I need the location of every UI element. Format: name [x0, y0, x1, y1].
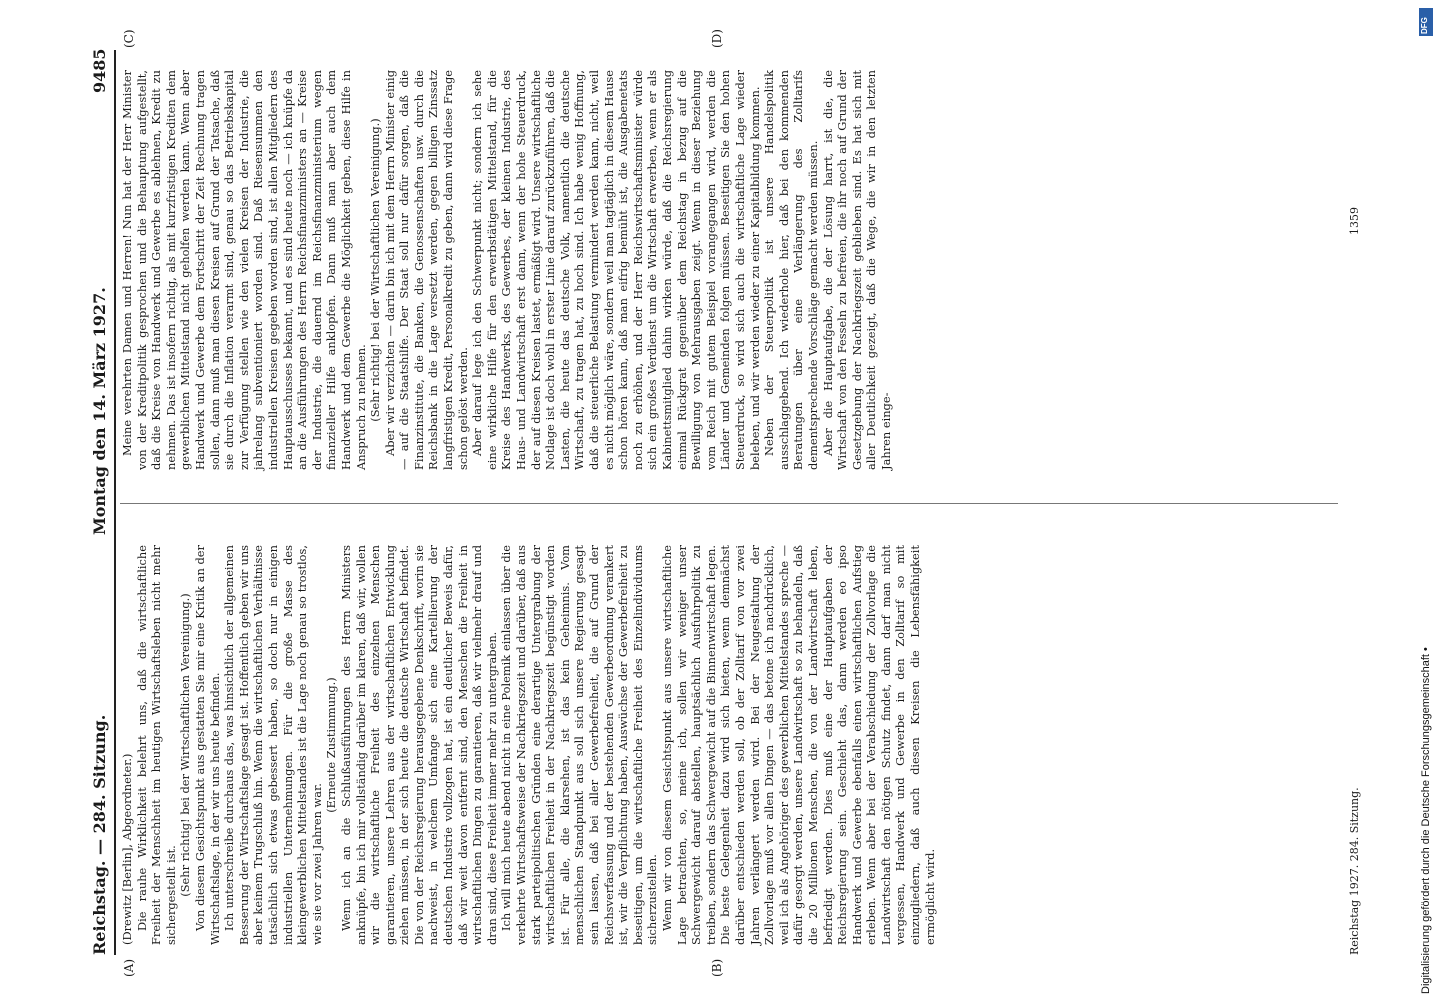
- dfg-logo: [1419, 8, 1433, 36]
- footer-session: Reichstag 1927. 284. Sitzung.: [1348, 787, 1361, 955]
- margin-mark-c: (C): [122, 29, 136, 48]
- header-date: Montag den 14. März 1927.: [90, 287, 109, 535]
- footer-page-number: 1359: [1348, 207, 1361, 235]
- header-page-number: 9485: [90, 48, 109, 93]
- header-session: Reichstag. — 284. Sitzung.: [90, 714, 109, 955]
- margin-mark-b: (B): [710, 958, 724, 977]
- paragraph: Wenn ich an die Schlußausführungen des Herrn Ministers anknüpfe, bin ich mir vollständig darüber im klaren, daß wir, wollen wir die wirtschaftliche Freiheit des einzelnen Menschen garantieren, unsere Lehren aus der wirtschaftlichen Entwicklung ziehen müssen, in der sich heute die deutsche Wirtschaft befindet. Die von der Reichsregierung herausgegebene Denkschrift, worin sie nachweist, in welchem Umfange sich eine Kartellierung der deutschen Industrie vollzogen hat, ist ein deutlicher Beweis dafür, daß wir weit davon entfernt sind, den Menschen die Freiheit in wirtschaftlichen Dingen zu garantieren, daß wir vielmehr drauf und dran sind, diese Freiheit immer mehr zu untergraben.: [338, 545, 499, 945]
- dfg-logo-text: DFG: [1420, 17, 1429, 34]
- page-header: [90, 50, 112, 955]
- paragraph: Aber die Hauptaufgabe, die der Lösung harrt, ist die, die Wirtschaft von den Fesseln zu befreien, die ihr noch auf Grund der Gesetzgebung der Nachkriegszeit geblieben sind. Es hat sich mit aller Deutlichkeit gezeigt, daß die Wege, die wir in den letzten Jahren einge-: [820, 70, 893, 470]
- paragraph: Meine verehrten Damen und Herren! Nun hat der Herr Minister von der Kreditpolitik gesprochen und die Behauptung aufgestellt, daß die Kreise von Handwerk und Gewerbe es ablehnen, Kredit zu nehmen. Das ist insofern richtig, als mit kurzfristigen Krediten dem gewerblichen Mittelstand nicht geholfen werden kann. Wenn aber Handwerk und Gewerbe dem Fortschritt der Zeit Rechnung tragen sollen, dann muß man diesen Kreisen auf Grund der Tatsache, daß sie durch die Inflation verarmt sind, genau so das Betriebskapital zur Verfügung stellen wie den vielen Kreisen der Industrie, die jahrelang subventioniert worden sind. Daß Riesensummen den industriellen Kreisen gegeben worden sind, ist allen Mitgliedern des Hauptausschusses bekannt, und es sind heute noch — ich knüpfe da an die Ausführungen des Herrn Reichsfinanzministers an — Kreise der Industrie, die dauernd im Reichsfinanzministerium wegen finanzieller Hilfe anklopfen. Dann muß man aber auch dem Handwerk und dem Gewerbe die Möglichkeit geben, diese Hilfe in Anspruch zu nehmen.: [120, 70, 368, 470]
- margin-mark-a: (A): [122, 958, 136, 977]
- margin-mark-d: (D): [710, 29, 724, 48]
- paragraph: Ich unterschreibe durchaus das, was hinsichtlich der allgemeinen Besserung der Wirtschaftslage gesagt ist. Hoffentlich geben wir uns aber keinem Trugschluß hin. Wenn die wirtschaftlichen Verhältnisse tatsächlich sich etwas gebessert haben, so doch nur in einigen industriellen Unternehmungen. Für die große Masse des kleingewerblichen Mittelstandes ist die Lage noch genau so trostlos, wie sie vor zwei Jahren war.: [222, 545, 324, 945]
- column-divider: [120, 503, 1338, 504]
- paragraph: Von diesem Gesichtspunkt aus gestatten Sie mir eine Kritik an der Wirtschaftslage, in der wir uns heute befinden.: [192, 545, 222, 945]
- paragraph: Neben der Steuerpolitik ist unsere Handelspolitik ausschlaggebend. Ich wiederhole hier, daß bei den kommenden Beratungen über eine Verlängerung des Zolltarifs dementsprechende Vorschläge gemacht werden müssen.: [762, 70, 820, 470]
- paragraph: (Sehr richtig! bei der Wirtschaftlichen Vereinigung.): [368, 118, 383, 422]
- paragraph: (Erneute Zustimmung.): [324, 677, 339, 813]
- paragraph: Die rauhe Wirklichkeit belehrt uns, daß die wirtschaftliche Freiheit der Menschheit im heutigen Wirtschaftsleben nicht mehr sichergestellt ist.: [134, 545, 178, 945]
- paragraph: (Sehr richtig! bei der Wirtschaftlichen Vereinigung.): [178, 593, 193, 897]
- right-text-column: [120, 70, 893, 470]
- digitization-note: Digitalisierung gefördert durch die Deutsche Forschungsgemeinschaft •: [1420, 647, 1432, 994]
- paragraph: Ich will mich heute abend nicht in eine Polemik einlassen über die verkehrte Wirtschaftsweise der Nachkriegszeit und darüber, daß aus stark parteipolitischen Gründen eine derartige Untergrabung der wirtschaftlichen Freiheit in der Nachkriegszeit begünstigt worden ist. Für alle, die klarsehen, ist das kein Geheimnis. Vom menschlichen Standpunkt aus soll sich unsere Regierung gesagt sein lassen, daß bei aller Gewerbefreiheit, die auf Grund der Reichsverfassung und der bestehenden Gewerbeordnung verankert ist, wir die Verpflichtung haben, Auswüchse der Gewerbefreiheit zu beseitigen, um die wirtschaftliche Freiheit des Einzelindividuums sicherzustellen.: [499, 545, 660, 945]
- paragraph: Aber darauf lege ich den Schwerpunkt nicht; sondern ich sehe eine wirkliche Hilfe für den erwerbstätigen Mittelstand, für die Kreise des Handwerks, des Gewerbes, der kleinen Industrie, des Haus- und Landwirtschaft erst dann, wenn der hohe Steuerdruck, der auf diesen Kreisen lastet, ermäßigt wird. Unsere wirtschaftliche Notlage ist doch wohl in erster Linie darauf zurückzuführen, daß die Lasten, die heute das deutsche Volk, namentlich die deutsche Wirtschaft, zu tragen hat, zu hoch sind. Ich habe wenig Hoffnung, daß die steuerliche Belastung vermindert werden kann, nicht, weil es nicht möglich wäre, sondern weil man tagtäglich in diesem Hause schon hören kann, daß man eifrig bemüht ist, die Ausgabenetats noch zu erhöhen, und der Herr Reichswirtschaftsminister würde sich ein großes Verdienst um die Wirtschaft erwerben, wenn er als Kabinettsmitglied dahin wirken würde, daß die Reichsregierung einmal Rückgrat gegenüber dem Reichstag in bezug auf die Bewilligung von Mehrausgaben zeigt. Wenn in dieser Beziehung vom Reich mit gutem Beispiel vorangegangen wird, werden die Länder und Gemeinden folgen müssen. Beseitigen Sie den hohen Steuerdruck, so wird sich auch die wirtschaftliche Lage wieder beleben, und wir werden wieder zu einer Kapitalbildung kommen.: [470, 70, 762, 470]
- paragraph: Aber wir verzichten — darin bin ich mit dem Herrn Minister einig — auf die Staatshilfe. Der Staat soll nur dafür sorgen, daß die Finanzinstitute, die Banken, die Genossenschaften usw. durch die Reichsbank in die Lage versetzt werden, gegen billigen Zinssatz langfristigen Kredit, Personalkredit zu geben, dann wird diese Frage schon gelöst werden.: [382, 70, 470, 470]
- header-rule: [114, 50, 116, 955]
- paragraph: (Drewitz [Berlin], Abgeordneter.): [120, 753, 134, 945]
- rotated-document-page: [90, 29, 1390, 977]
- left-text-column: [120, 545, 937, 945]
- paragraph: Wenn wir von diesem Gesichtspunkt aus unsere wirtschaftliche Lage betrachten, so, meine ich, sollen wir weniger unser Schwergewicht darauf abstellen, hauptsächlich Ausfuhrpolitik zu treiben, sondern das Schwergewicht auf die Binnenwirtschaft legen. Die beste Gelegenheit dazu wird sich bieten, wenn demnächst darüber entschieden werden soll, ob der Zolltarif von vor zwei Jahren verlängert werden wird. Bei der Neugestaltung der Zollvorlage muß vor allen Dingen — das betone ich nachdrücklich, weil ich als Angehöriger des gewerblichen Mittelstandes spreche — dafür gesorgt werden, unsere Landwirtschaft so zu behandeln, daß die 20 Millionen Menschen, die von der Landwirtschaft leben, befriedigt werden. Dies muß eine der Hauptaufgaben der Reichsregierung sein. Geschieht das, dann werden eo ipso Handwerk und Gewerbe ebenfalls einen wirtschaftlichen Aufstieg erleben. Wenn aber bei der Verabschiedung der Zollvorlage die Landwirtschaft den nötigen Schutz findet, dann darf man nicht vergessen, Handwerk und Gewerbe in den Zolltarif so mit einzugliedern, daß auch diesen Kreisen die Lebensfähigkeit ermöglicht wird.: [659, 545, 937, 945]
